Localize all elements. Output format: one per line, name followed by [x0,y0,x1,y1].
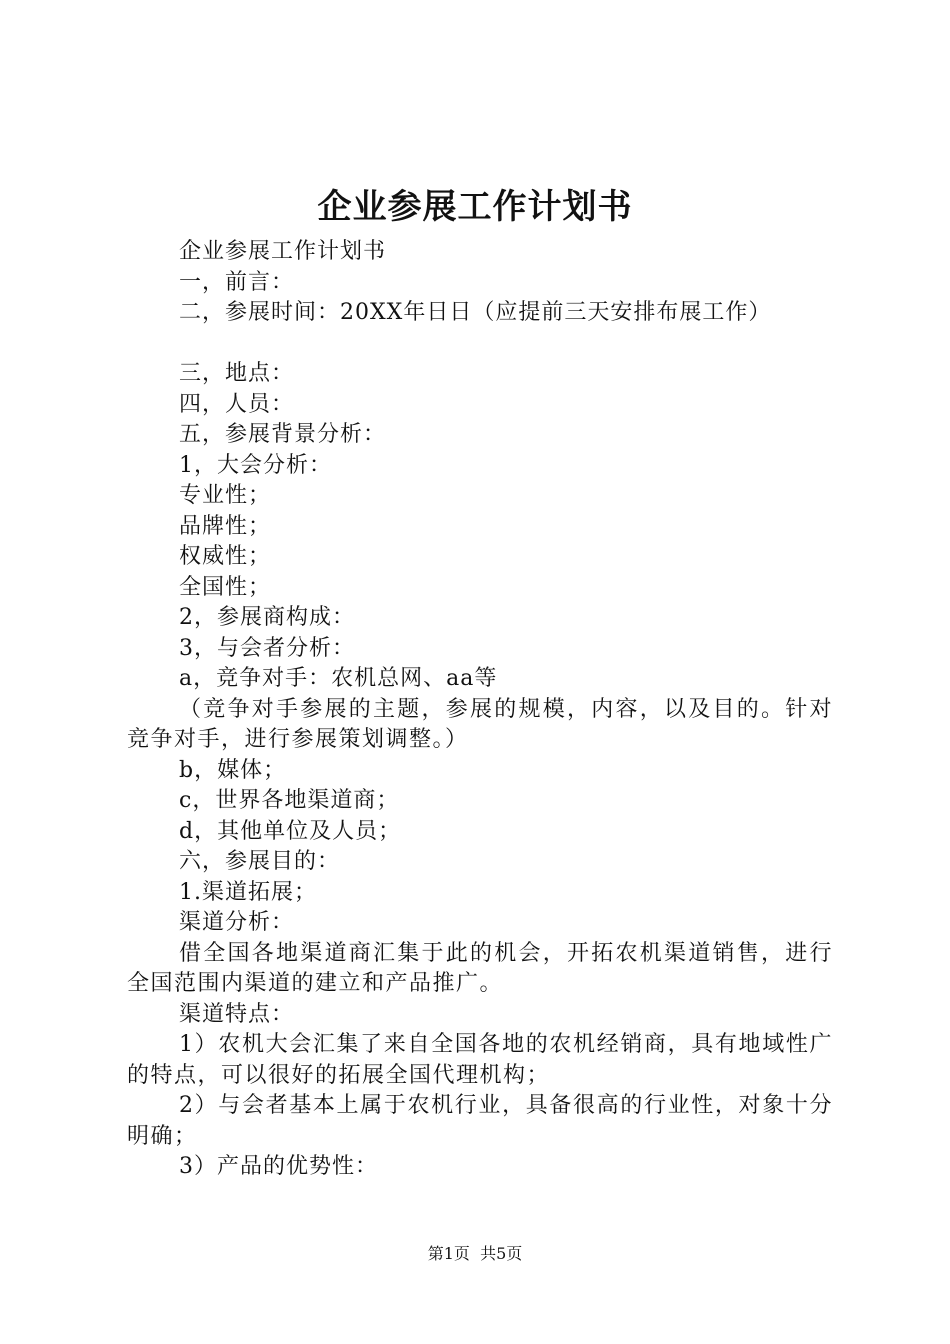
body-line: c，世界各地渠道商； [179,788,400,813]
section-heading-background: 五，参展背景分析： [179,422,387,447]
body-paragraph: 2）与会者基本上属于农机行业，具备很高的行业性，对象十分明确； [127,1093,833,1149]
body-paragraph: （竞争对手参展的主题，参展的规模，内容，以及目的。针对竞争对手，进行参展策划调整。） [127,696,833,752]
body-line: 渠道分析： [179,910,295,935]
blank-line [127,329,833,360]
body-line: 3，与会者分析： [179,635,355,661]
body-paragraph: 1）农机大会汇集了来自全国各地的农机经销商，具有地域性广的特点，可以很好的拓展全国代理机构； [127,1032,833,1088]
body-line: d，其他单位及人员； [179,818,402,844]
page-number: 第1页 共5页 [427,1244,523,1263]
page-footer [0,1242,950,1266]
body-line: b，媒体； [179,757,287,783]
body-line: 专业性； [179,483,272,508]
section-heading-purpose: 六，参展目的： [179,849,341,874]
body-paragraph: 借全国各地渠道商汇集于此的机会，开拓农机渠道销售，进行全国范围内渠道的建立和产品推广。 [127,940,833,996]
body-line: 渠道特点： [179,1001,295,1027]
document-title: 企业参展工作计划书 [317,187,633,227]
body-line: 3）产品的优势性： [179,1154,378,1179]
body-line: 全国性； [179,574,272,600]
body-line: 权威性； [179,544,272,569]
body-line: 1.渠道拓展； [179,879,317,905]
section-heading-location: 三，地点： [179,361,295,386]
body-line: a，竞争对手：农机总网、aa等 [179,666,498,691]
section-heading-preface: 一，前言： [179,269,295,295]
body-line: 品牌性； [179,513,272,539]
section-heading-staff: 四，人员： [179,391,295,417]
section-heading-time: 二，参展时间：20XX年日日（应提前三天安排布展工作） [179,300,772,325]
body-line: 2，参展商构成： [179,605,355,630]
document-body [127,237,833,1183]
body-line: 企业参展工作计划书 [179,239,387,264]
body-line: 1，大会分析： [179,452,332,478]
